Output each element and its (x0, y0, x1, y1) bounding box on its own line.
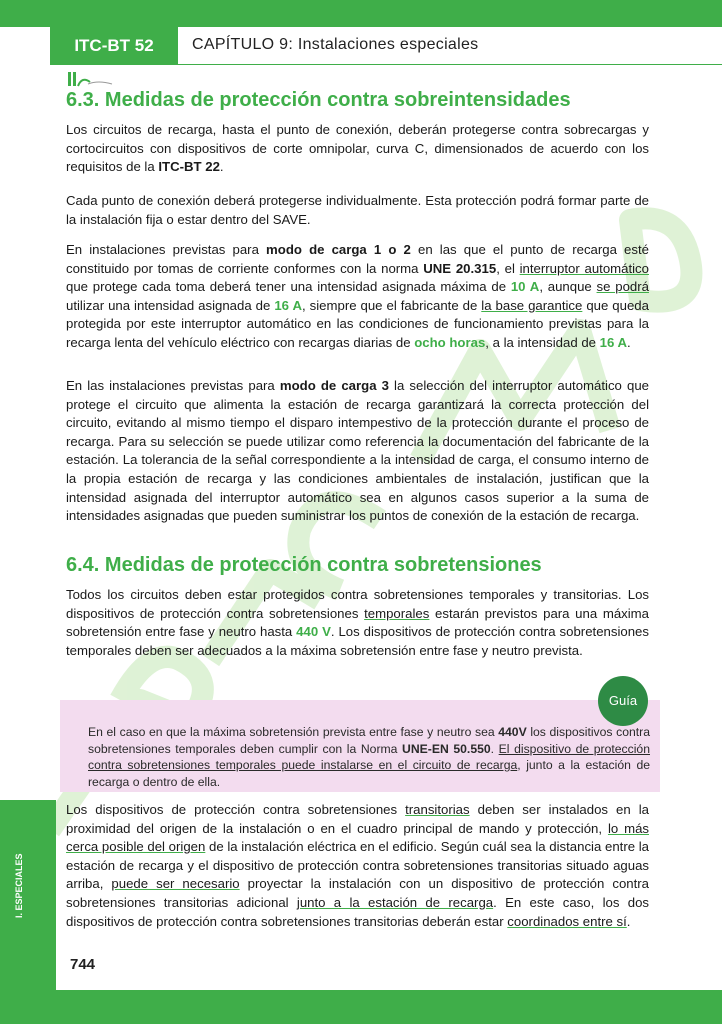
side-section-label: I. ESPECIALES (14, 853, 24, 918)
paragraph-6-4-1: Todos los circuitos deben estar protegidos contra sobretensiones temporales y transitorias. Los dispositivos de protección contra sobretensiones temporales estarán previstos para una máxima sobretensión entre fase y neutro hasta 440 V. Los dispositivos de protección contra sobretensiones temporales deben ser adecuados a la máxima sobretensión entre fase y neutro prevista. (66, 587, 650, 658)
paragraph-6-3-1: Los circuitos de recarga, hasta el punto de conexión, deberán protegerse contra sobrecargas y cortocircuitos con dispositivos de corte omnipolar, curva C, dimensionados de acuerdo con los requisitos de la ITC-BT 22. (66, 122, 649, 175)
header-tab: ITC-BT 52 (50, 27, 178, 65)
paragraph-6-3-4: En las instalaciones previstas para modo de carga 3 la selección del interruptor automático que protege el circuito que alimenta la estación de recarga garantizará la correcta protección del circuito, evitando al mismo tiempo el disparo intempestivo de la protección durante el proceso de recarga. Para su selección se puede utilizar como referencia la documentación del fabricante de la estación. La tolerancia de la señal correspondiente a la intensidad de carga, el consumo interno de la propia estación de recarga y las condiciones ambientales de instalación, justifican que la intensidad asignada del interruptor automático sea en algunos casos superior a la suma de intensidades asignadas que pueden suministrar los puntos de conexión de la estación de recarga. (66, 378, 649, 524)
bottom-bar (0, 990, 722, 1024)
chapter-title: CAPÍTULO 9: Instalaciones especiales (192, 36, 479, 53)
page-number: 744 (70, 956, 96, 973)
paragraph-6-3-3: En instalaciones previstas para modo de carga 1 o 2 en las que el punto de recarga esté constituido por tomas de corriente conformes con la norma UNE 20.315, el interruptor automático que protege cada toma deberá tener una intensidad asignada máxima de 10 A, aunque se podrá utilizar una intensidad asignada de 16 A, siempre que el fabricante de la base garantice que queda protegida por este interruptor automático en las condiciones de funcionamiento previstas para la recarga lenta del vehículo eléctrico con recargas diarias de ocho horas, a la intensidad de 16 A. (66, 242, 649, 350)
guide-badge: Guía (598, 676, 648, 726)
guide-text: En el caso en que la máxima sobretensión prevista entre fase y neutro sea 440V los dispositivos contra sobretensiones temporales deben cumplir con la Norma UNE-EN 50.550. El dispositivo de protección contra sobretensiones temporales puede instalarse en el circuito de recarga, junto a la estación de recarga o dentro de ella. (88, 725, 650, 789)
top-bar (0, 0, 722, 27)
paragraph-6-4-2: Los dispositivos de protección contra sobretensiones transitorias deben ser instalados en la proximidad del origen de la instalación o en el cuadro principal de mando y protección, lo más cerca posible del origen de la instalación eléctrica en el edificio. Según cuál sea la distancia entre la estación de recarga y el dispositivo de protección contra sobretensiones transitorias situado aguas arriba, puede ser necesario proyectar la instalación con un dispositivo de protección contra sobretensiones transitorias adicional junto a la estación de recarga. En este caso, los dos dispositivos de protección contra sobretensiones transitorias deberán estar coordinados entre sí. (66, 802, 650, 929)
publisher-logo-icon (68, 70, 118, 88)
paragraph-6-3-2: Cada punto de conexión deberá protegerse individualmente. Esta protección podrá formar parte de la instalación fija o estar dentro del SAVE. (66, 193, 649, 227)
header-rule (178, 64, 722, 65)
section-title-6-3: 6.3. Medidas de protección contra sobreintensidades (66, 89, 571, 111)
section-title-6-4: 6.4. Medidas de protección contra sobretensiones (66, 554, 542, 576)
